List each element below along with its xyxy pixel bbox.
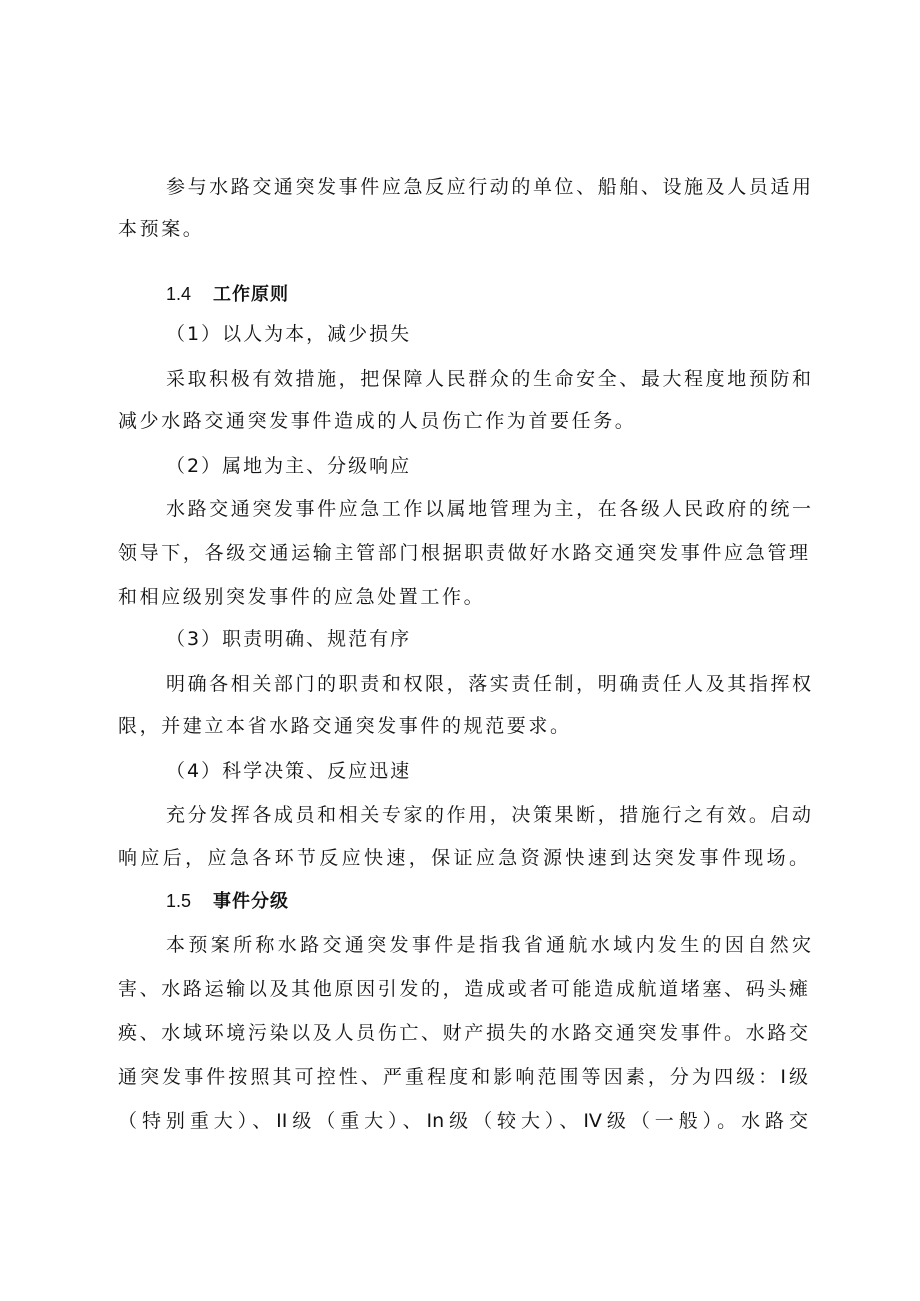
section-1-5-line-2: 害、水路运输以及其他原因引发的，造成或者可能造成航道堵塞、码头瘫 [118,978,808,1000]
section-heading-1-5 [166,889,856,914]
principle-3-line-2: 限，并建立本省水路交通突发事件的规范要求。 [118,715,572,737]
principle-4-line-1: 充分发挥各成员和相关专家的作用，决策果断，措施行之有效。启动 [166,804,811,826]
principle-heading-3: （3）职责明确、规范有序 [166,628,412,650]
section-heading-1-4 [166,282,856,307]
principle-1-line-1: 采取积极有效措施，把保障人民群众的生命安全、最大程度地预防和 [166,368,811,390]
section-1-5-line-1: 本预案所称水路交通突发事件是指我省通航水域内发生的因自然灾 [166,934,811,956]
principle-heading-2: （2）属地为主、分级响应 [166,455,412,477]
section-number: 1.4 [166,284,192,304]
scope-line-1: 参与水路交通突发事件应急反应行动的单位、船舶、设施及人员适用 [166,176,811,198]
section-1-5-line-4: 通突发事件按照其可控性、严重程度和影响范围等因素，分为四级：I级 [118,1066,808,1088]
section-title: 工作原则 [213,284,290,305]
principle-2-line-1: 水路交通突发事件应急工作以属地管理为主，在各级人民政府的统一 [166,498,811,520]
scope-line-2: 本预案。 [118,218,205,240]
principle-3-line-1: 明确各相关部门的职责和权限，落实责任制，明确责任人及其指挥权 [166,673,811,695]
section-number: 1.5 [166,891,192,911]
principle-1-line-2: 减少水路交通突发事件造成的人员伤亡作为首要任务。 [118,410,637,432]
principle-heading-4: （4）科学决策、反应迅速 [166,760,412,782]
principle-2-line-2: 领导下，各级交通运输主管部门根据职责做好水路交通突发事件应急管理 [118,542,808,564]
principle-heading-1: （1）以人为本，减少损失 [166,323,412,345]
principle-4-line-2: 响应后，应急各环节反应快速，保证应急资源快速到达突发事件现场。 [118,847,808,869]
section-1-5-line-3: 痪、水域环境污染以及人员伤亡、财产损失的水路交通突发事件。水路交 [118,1022,808,1044]
section-1-5-line-5: （特别重大）、II级（重大）、In级（较大）、IV级（一般）。水路交 [118,1110,808,1132]
principle-2-line-3: 和相应级别突发事件的应急处置工作。 [118,586,486,608]
section-title: 事件分级 [213,891,290,912]
